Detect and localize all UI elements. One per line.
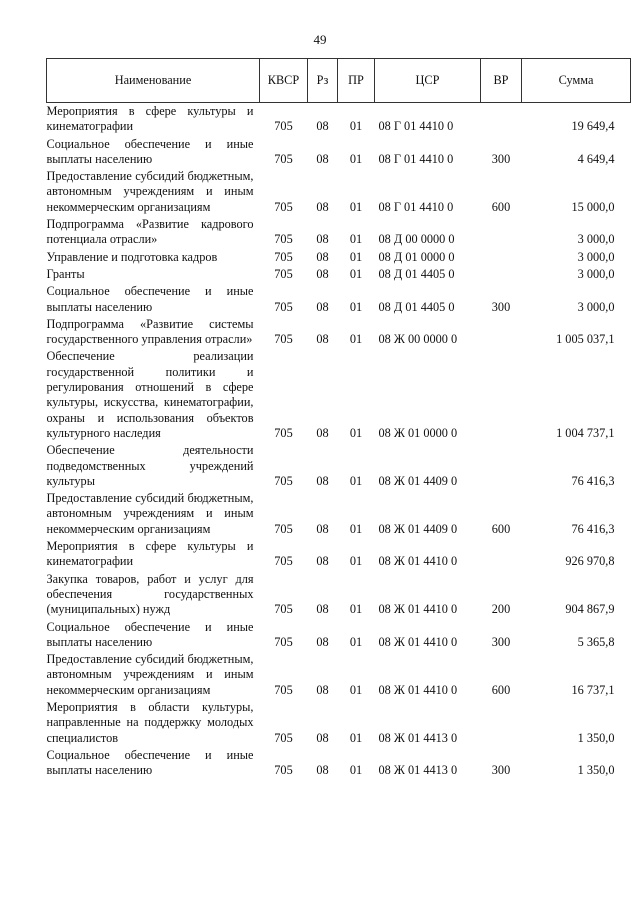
name-cell: Предоставление субсидий бюджетным, автономным учреждениям и иным некоммерческим организациям xyxy=(46,652,254,697)
sum-cell: 1 005 037,1 xyxy=(556,332,615,347)
pr-cell: 01 xyxy=(349,634,363,649)
csr-cell: 08 Ж 01 0000 0 xyxy=(378,425,458,440)
csr-cell: 08 Ж 01 4410 0 xyxy=(378,602,458,617)
header-vr: ВР xyxy=(481,59,522,103)
kvsr-cell: 705 xyxy=(274,682,293,697)
kvsr-cell: 705 xyxy=(274,763,293,778)
table-row xyxy=(47,316,631,349)
table-row xyxy=(47,283,631,316)
vr-cell xyxy=(481,442,522,490)
table-row xyxy=(47,216,631,249)
header-csr: ЦСР xyxy=(375,59,481,103)
sum-cell: 3 000,0 xyxy=(577,249,615,264)
name-cell: Обеспечение деятельности подведомственных учреждений культуры xyxy=(46,443,254,488)
rz-cell: 08 xyxy=(316,332,329,347)
vr-cell xyxy=(481,348,522,442)
rz-cell: 08 xyxy=(316,299,329,314)
table-row xyxy=(47,490,631,538)
pr-cell: 01 xyxy=(349,266,363,281)
table-row xyxy=(47,619,631,652)
name-cell: Предоставление субсидий бюджетным, автономным учреждениям и иным некоммерческим организациям xyxy=(46,491,254,536)
kvsr-cell: 705 xyxy=(274,249,293,264)
vr-cell xyxy=(481,249,522,266)
header-kvsr: КВСР xyxy=(260,59,308,103)
name-cell: Закупка товаров, работ и услуг для обеспечения государственных (муниципальных) нужд xyxy=(46,571,254,617)
kvsr-cell: 705 xyxy=(274,730,293,745)
rz-cell: 08 xyxy=(316,473,329,488)
sum-cell: 904 867,9 xyxy=(565,602,615,617)
vr-cell: 300 xyxy=(491,634,511,649)
rz-cell: 08 xyxy=(316,682,329,697)
table-row xyxy=(47,747,631,780)
rz-cell: 08 xyxy=(316,730,329,745)
name-cell: Обеспечение реализации государственной политики и регулирования отношений в сфере культуры, искусства, кинематографии, охраны и использования объектов культурного наследия xyxy=(46,349,254,440)
pr-cell: 01 xyxy=(349,151,363,166)
csr-cell: 08 Ж 01 4413 0 xyxy=(378,763,458,778)
pr-cell: 01 xyxy=(349,473,363,488)
sum-cell: 19 649,4 xyxy=(571,119,615,134)
csr-cell: 08 Г 01 4410 0 xyxy=(378,151,454,166)
sum-cell: 926 970,8 xyxy=(565,554,615,569)
pr-cell: 01 xyxy=(349,199,363,214)
header-name: Наименование xyxy=(47,59,260,103)
vr-cell: 600 xyxy=(491,682,511,697)
vr-cell: 300 xyxy=(491,763,511,778)
pr-cell: 01 xyxy=(349,332,363,347)
csr-cell: 08 Д 01 0000 0 xyxy=(378,249,455,264)
table-row xyxy=(47,348,631,442)
header-sum: Сумма xyxy=(522,59,631,103)
table-row xyxy=(47,571,631,619)
sum-cell: 3 000,0 xyxy=(577,299,615,314)
sum-cell: 5 365,8 xyxy=(577,634,615,649)
csr-cell: 08 Г 01 4410 0 xyxy=(378,199,454,214)
rz-cell: 08 xyxy=(316,119,329,134)
sum-cell: 15 000,0 xyxy=(571,199,615,214)
name-cell: Социальное обеспечение и иные выплаты населению xyxy=(46,747,254,778)
table-row xyxy=(47,103,631,136)
table-row xyxy=(47,538,631,571)
kvsr-cell: 705 xyxy=(274,634,293,649)
rz-cell: 08 xyxy=(316,266,329,281)
csr-cell: 08 Ж 01 4413 0 xyxy=(378,730,458,745)
rz-cell: 08 xyxy=(316,602,329,617)
kvsr-cell: 705 xyxy=(274,266,293,281)
csr-cell: 08 Д 00 0000 0 xyxy=(378,232,455,247)
table-header xyxy=(47,59,631,103)
rz-cell: 08 xyxy=(316,763,329,778)
table-row xyxy=(47,266,631,283)
pr-cell: 01 xyxy=(349,682,363,697)
kvsr-cell: 705 xyxy=(274,332,293,347)
pr-cell: 01 xyxy=(349,119,363,134)
pr-cell: 01 xyxy=(349,554,363,569)
header-row xyxy=(47,59,631,103)
pr-cell: 01 xyxy=(349,730,363,745)
name-cell: Предоставление субсидий бюджетным, автономным учреждениям и иным некоммерческим организациям xyxy=(46,169,254,214)
table-row xyxy=(47,168,631,216)
rz-cell: 08 xyxy=(316,554,329,569)
rz-cell: 08 xyxy=(316,425,329,440)
rz-cell: 08 xyxy=(316,521,329,536)
csr-cell: 08 Г 01 4410 0 xyxy=(378,119,454,134)
sum-cell: 3 000,0 xyxy=(577,266,615,281)
kvsr-cell: 705 xyxy=(274,602,293,617)
name-cell: Мероприятия в сфере культуры и кинематографии xyxy=(46,539,254,569)
header-pr: ПР xyxy=(338,59,375,103)
rz-cell: 08 xyxy=(316,232,329,247)
vr-cell xyxy=(481,316,522,349)
vr-cell xyxy=(481,266,522,283)
kvsr-cell: 705 xyxy=(274,425,293,440)
name-cell: Управление и подготовка кадров xyxy=(46,249,218,264)
table-row xyxy=(47,136,631,169)
vr-cell: 300 xyxy=(491,151,511,166)
vr-cell xyxy=(481,216,522,249)
pr-cell: 01 xyxy=(349,299,363,314)
vr-cell: 200 xyxy=(491,602,511,617)
kvsr-cell: 705 xyxy=(274,232,293,247)
sum-cell: 1 350,0 xyxy=(577,763,615,778)
table-body xyxy=(47,103,631,780)
kvsr-cell: 705 xyxy=(274,554,293,569)
pr-cell: 01 xyxy=(349,521,363,536)
csr-cell: 08 Ж 01 4410 0 xyxy=(378,634,458,649)
csr-cell: 08 Ж 01 4410 0 xyxy=(378,554,458,569)
sum-cell: 1 350,0 xyxy=(577,730,615,745)
vr-cell: 600 xyxy=(491,199,511,214)
name-cell: Социальное обеспечение и иные выплаты населению xyxy=(46,136,254,166)
sum-cell: 16 737,1 xyxy=(571,682,615,697)
rz-cell: 08 xyxy=(316,151,329,166)
vr-cell xyxy=(481,699,522,747)
kvsr-cell: 705 xyxy=(274,521,293,536)
csr-cell: 08 Ж 01 4409 0 xyxy=(378,521,458,536)
sum-cell: 4 649,4 xyxy=(577,151,615,166)
csr-cell: 08 Ж 00 0000 0 xyxy=(378,332,458,347)
vr-cell: 600 xyxy=(491,521,511,536)
csr-cell: 08 Ж 01 4409 0 xyxy=(378,473,458,488)
budget-table xyxy=(46,58,631,779)
page-number: 49 xyxy=(313,32,327,47)
table-row xyxy=(47,442,631,490)
sum-cell: 76 416,3 xyxy=(571,473,615,488)
name-cell: Социальное обеспечение и иные выплаты населению xyxy=(46,619,254,649)
name-cell: Мероприятия в области культуры, направленные на поддержку молодых специалистов xyxy=(46,699,254,745)
table-row xyxy=(47,651,631,699)
csr-cell: 08 Ж 01 4410 0 xyxy=(378,682,458,697)
vr-cell xyxy=(481,538,522,571)
sum-cell: 76 416,3 xyxy=(571,521,615,536)
csr-cell: 08 Д 01 4405 0 xyxy=(378,266,455,281)
header-rz: Рз xyxy=(308,59,338,103)
rz-cell: 08 xyxy=(316,249,329,264)
sum-cell: 3 000,0 xyxy=(577,232,615,247)
pr-cell: 01 xyxy=(349,249,363,264)
csr-cell: 08 Д 01 4405 0 xyxy=(378,299,455,314)
pr-cell: 01 xyxy=(349,763,363,778)
pr-cell: 01 xyxy=(349,232,363,247)
kvsr-cell: 705 xyxy=(274,151,293,166)
vr-cell xyxy=(481,103,522,136)
rz-cell: 08 xyxy=(316,634,329,649)
name-cell: Социальное обеспечение и иные выплаты населению xyxy=(46,284,254,314)
rz-cell: 08 xyxy=(316,199,329,214)
kvsr-cell: 705 xyxy=(274,119,293,134)
sum-cell: 1 004 737,1 xyxy=(556,425,615,440)
kvsr-cell: 705 xyxy=(274,299,293,314)
pr-cell: 01 xyxy=(349,425,363,440)
kvsr-cell: 705 xyxy=(274,199,293,214)
name-cell: Гранты xyxy=(46,266,85,281)
name-cell: Подпрограмма «Развитие системы государственного управления отрасли» xyxy=(46,316,254,347)
table-row xyxy=(47,699,631,747)
kvsr-cell: 705 xyxy=(274,473,293,488)
name-cell: Мероприятия в сфере культуры и кинематографии xyxy=(46,104,254,134)
pr-cell: 01 xyxy=(349,602,363,617)
name-cell: Подпрограмма «Развитие кадрового потенциала отрасли» xyxy=(46,217,254,247)
vr-cell: 300 xyxy=(491,299,511,314)
table-row xyxy=(47,249,631,266)
